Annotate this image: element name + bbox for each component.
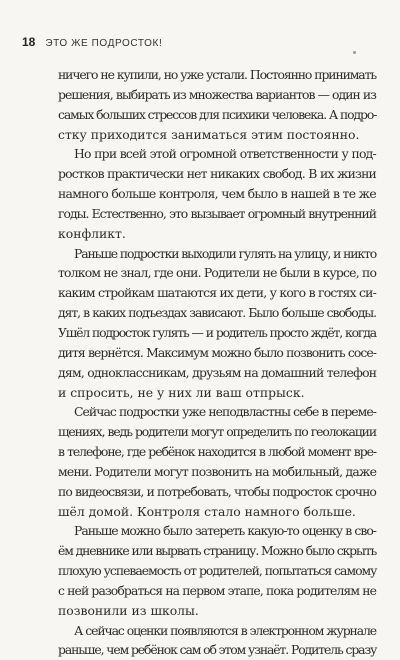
page-number: 18 [22,35,36,49]
text-line: толком не знал, где они. Родители не были в курсе, по [58,265,377,281]
text-line: шёл домой. Контроля стало намного больше. [58,503,356,519]
text-line: дят, в каких подъездах зависают. Было больше свободы. [58,305,376,321]
text-line: мени. Родители могут позвонить на мобильный, даже [58,463,377,479]
text-line: Ушёл подросток гулять — и родитель просто ждёт, когда [58,324,376,340]
text-line: конфликт. [58,225,126,241]
text-line: годы. Естественно, это вызывает огромный внутренний [58,205,376,221]
text-line: намного больше контроля, чем было в нашей в те же [58,186,376,202]
text-line: Раньше можно было затереть какую-то оценку в сво- [74,523,376,539]
text-line: Раньше подростки выходили гулять на улицу, и никто [74,245,377,261]
text-line: и спросить, не у них ли ваш отпрыск. [58,384,305,400]
text-line: Но при всей этой огромной ответственности у под- [74,146,376,162]
text-line: позвонили из школы. [58,602,199,618]
page-header [22,35,162,49]
text-line: самых больших стрессов для психики человека. А подро- [58,106,377,122]
text-line: Сейчас подростки уже неподвластны себе в переме- [74,404,376,420]
text-line: дям, одноклассникам, друзьям на домашний телефон [58,364,377,380]
print-speck [353,51,356,54]
text-line: стку приходится заниматься этим постоянно. [58,126,360,142]
text-line: раньше, чем ребёнок сам об этом узнаёт. Родитель сразу [58,642,377,658]
text-line: А сейчас оценки появляются в электронном журнале [74,622,376,638]
text-line: ростков практически нет никаких свобод. В их жизни [58,166,376,182]
text-line: ничего не купили, но уже устали. Постоянно принимать [58,67,376,82]
body-text [58,65,376,660]
text-line: в телефоне, где ребёнок находится в любой момент вре- [58,444,376,460]
text-line: щениях, ведь родители могут определить по геолокации [58,424,376,440]
text-line: дитя вернётся. Максимум можно было позвонить сосе- [58,344,376,360]
text-line: каким стройкам шатаются их дети, у кого в гостях си- [58,285,376,301]
running-title: ЭТО ЖЕ ПОДРОСТОК! [45,38,163,49]
text-line: плохую успеваемость от родителей, попытаться самому [58,563,377,579]
text-line: с ней разобраться на первом этапе, пока родителям не [58,582,376,598]
text-line: ём дневнике или вырвать страницу. Можно было скрыть [58,543,377,559]
text-line: решения, выбирать из множества вариантов — один из [58,86,376,102]
text-line: по видеосвязи, и потребовать, чтобы подросток срочно [58,483,376,499]
